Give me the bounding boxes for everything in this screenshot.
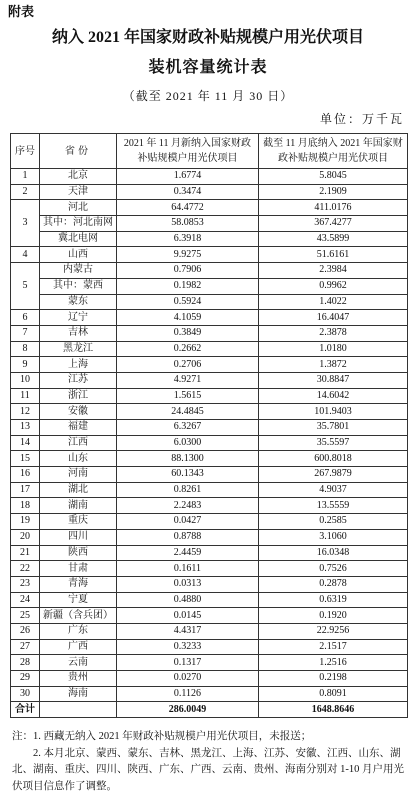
footnote-2 xyxy=(12,746,406,796)
province-cell: 广东 xyxy=(40,623,117,639)
table-total-row xyxy=(11,702,408,718)
cumulative-capacity-cell: 1.2516 xyxy=(259,655,408,671)
province-cell: 贵州 xyxy=(40,671,117,687)
province-cell: 黑龙江 xyxy=(40,341,117,357)
new-capacity-cell: 9.9275 xyxy=(117,247,259,263)
table-row xyxy=(11,576,408,592)
footnotes xyxy=(12,729,406,795)
row-number-cell: 18 xyxy=(11,498,40,514)
row-number-cell: 6 xyxy=(11,310,40,326)
cumulative-capacity-cell: 35.7801 xyxy=(259,420,408,436)
total-empty-cell xyxy=(40,702,117,718)
table-header xyxy=(11,134,408,169)
row-number-cell: 4 xyxy=(11,247,40,263)
new-capacity-cell: 0.1982 xyxy=(117,278,259,294)
new-capacity-cell: 1.5615 xyxy=(117,388,259,404)
new-capacity-cell: 0.2706 xyxy=(117,357,259,373)
cumulative-capacity-cell: 4.9037 xyxy=(259,482,408,498)
row-number-cell: 5 xyxy=(11,263,40,310)
table-row xyxy=(11,671,408,687)
province-cell: 山东 xyxy=(40,451,117,467)
table-row xyxy=(11,200,408,216)
row-number-cell: 13 xyxy=(11,420,40,436)
new-capacity-cell: 60.1343 xyxy=(117,467,259,483)
cumulative-capacity-cell: 2.1909 xyxy=(259,184,408,200)
sub-province-cell: 冀北电网 xyxy=(40,231,117,247)
table-row xyxy=(11,623,408,639)
table-header-row xyxy=(11,134,408,169)
table-row xyxy=(11,686,408,702)
new-capacity-cell: 0.2662 xyxy=(117,341,259,357)
province-cell: 上海 xyxy=(40,357,117,373)
table-row xyxy=(11,404,408,420)
row-number-cell: 22 xyxy=(11,561,40,577)
column-header-number: 序号 xyxy=(11,134,40,169)
footnote-prefix: 注： xyxy=(12,731,33,742)
new-capacity-cell: 0.8261 xyxy=(117,482,259,498)
footnote-1-text: 1. 西藏无纳入 2021 年财政补贴规模户用光伏项目，未报送； xyxy=(33,731,312,742)
row-number-cell: 14 xyxy=(11,435,40,451)
table-row xyxy=(11,529,408,545)
new-capacity-cell: 24.4845 xyxy=(117,404,259,420)
cumulative-capacity-cell: 30.8847 xyxy=(259,372,408,388)
province-cell: 吉林 xyxy=(40,325,117,341)
table-row xyxy=(11,545,408,561)
cumulative-capacity-cell: 0.8091 xyxy=(259,686,408,702)
sub-province-cell: 蒙东 xyxy=(40,294,117,310)
table-row xyxy=(11,435,408,451)
province-cell: 青海 xyxy=(40,576,117,592)
cumulative-capacity-cell: 22.9256 xyxy=(259,623,408,639)
province-cell: 重庆 xyxy=(40,514,117,530)
cumulative-capacity-cell: 35.5597 xyxy=(259,435,408,451)
cumulative-capacity-cell: 2.1517 xyxy=(259,639,408,655)
appendix-label: 附表 xyxy=(8,4,35,19)
province-cell: 山西 xyxy=(40,247,117,263)
total-cumulative-capacity-cell: 1648.8646 xyxy=(259,702,408,718)
new-capacity-cell: 2.2483 xyxy=(117,498,259,514)
cumulative-capacity-cell: 367.4277 xyxy=(259,216,408,232)
table-row xyxy=(11,372,408,388)
new-capacity-cell: 0.3474 xyxy=(117,184,259,200)
column-header-province: 省份 xyxy=(40,134,117,169)
new-capacity-cell: 88.1300 xyxy=(117,451,259,467)
row-number-cell: 8 xyxy=(11,341,40,357)
province-cell: 福建 xyxy=(40,420,117,436)
new-capacity-cell: 4.1059 xyxy=(117,310,259,326)
province-cell: 浙江 xyxy=(40,388,117,404)
province-cell: 江西 xyxy=(40,435,117,451)
new-capacity-cell: 4.4317 xyxy=(117,623,259,639)
table-row xyxy=(11,247,408,263)
table-row xyxy=(11,388,408,404)
table-row xyxy=(11,341,408,357)
table-row xyxy=(11,310,408,326)
cumulative-capacity-cell: 16.0348 xyxy=(259,545,408,561)
cumulative-capacity-cell: 0.1920 xyxy=(259,608,408,624)
row-number-cell: 17 xyxy=(11,482,40,498)
document-title-line2: 装机容量统计表 xyxy=(148,59,268,76)
province-cell: 河南 xyxy=(40,467,117,483)
cumulative-capacity-cell: 1.4022 xyxy=(259,294,408,310)
cumulative-capacity-cell: 3.1060 xyxy=(259,529,408,545)
cumulative-capacity-cell: 2.3984 xyxy=(259,263,408,279)
cumulative-capacity-cell: 2.3878 xyxy=(259,325,408,341)
province-cell: 内蒙古 xyxy=(40,263,117,279)
province-cell: 宁夏 xyxy=(40,592,117,608)
table-row xyxy=(11,592,408,608)
new-capacity-cell: 6.0300 xyxy=(117,435,259,451)
new-capacity-cell: 0.1317 xyxy=(117,655,259,671)
row-number-cell: 30 xyxy=(11,686,40,702)
row-number-cell: 10 xyxy=(11,372,40,388)
row-number-cell: 7 xyxy=(11,325,40,341)
province-cell: 海南 xyxy=(40,686,117,702)
cumulative-capacity-cell: 0.9962 xyxy=(259,278,408,294)
row-number-cell: 1 xyxy=(11,169,40,185)
province-cell: 辽宁 xyxy=(40,310,117,326)
cumulative-capacity-cell: 0.2585 xyxy=(259,514,408,530)
new-capacity-cell: 2.4459 xyxy=(117,545,259,561)
new-capacity-cell: 0.0427 xyxy=(117,514,259,530)
cumulative-capacity-cell: 0.2878 xyxy=(259,576,408,592)
province-cell: 天津 xyxy=(40,184,117,200)
province-cell: 湖北 xyxy=(40,482,117,498)
table-row xyxy=(11,169,408,185)
row-number-cell: 11 xyxy=(11,388,40,404)
cumulative-capacity-cell: 51.6161 xyxy=(259,247,408,263)
row-number-cell: 27 xyxy=(11,639,40,655)
row-number-cell: 24 xyxy=(11,592,40,608)
table-row xyxy=(11,482,408,498)
table-row xyxy=(11,184,408,200)
table-row xyxy=(11,498,408,514)
cumulative-capacity-cell: 101.9403 xyxy=(259,404,408,420)
row-number-cell: 2 xyxy=(11,184,40,200)
new-capacity-cell: 0.0145 xyxy=(117,608,259,624)
province-cell: 广西 xyxy=(40,639,117,655)
row-number-cell: 9 xyxy=(11,357,40,373)
province-cell: 云南 xyxy=(40,655,117,671)
unit-label: 单位：万千瓦 xyxy=(319,112,404,126)
new-capacity-cell: 0.7906 xyxy=(117,263,259,279)
cumulative-capacity-cell: 0.2198 xyxy=(259,671,408,687)
province-cell: 甘肃 xyxy=(40,561,117,577)
cumulative-capacity-cell: 411.0176 xyxy=(259,200,408,216)
province-cell: 四川 xyxy=(40,529,117,545)
table-row xyxy=(11,639,408,655)
province-cell: 北京 xyxy=(40,169,117,185)
cumulative-capacity-cell: 13.5559 xyxy=(259,498,408,514)
capacity-statistics-table xyxy=(10,133,408,718)
new-capacity-cell: 0.3849 xyxy=(117,325,259,341)
table-sub-row xyxy=(11,216,408,232)
province-cell: 新疆（含兵团） xyxy=(40,608,117,624)
row-number-cell: 16 xyxy=(11,467,40,483)
new-capacity-cell: 0.0313 xyxy=(117,576,259,592)
row-number-cell: 23 xyxy=(11,576,40,592)
new-capacity-cell: 0.3233 xyxy=(117,639,259,655)
cumulative-capacity-cell: 0.6319 xyxy=(259,592,408,608)
new-capacity-cell: 4.9271 xyxy=(117,372,259,388)
row-number-cell: 12 xyxy=(11,404,40,420)
total-label-cell: 合计 xyxy=(11,702,40,718)
province-cell: 湖南 xyxy=(40,498,117,514)
cumulative-capacity-cell: 600.8018 xyxy=(259,451,408,467)
cumulative-capacity-cell: 267.9879 xyxy=(259,467,408,483)
table-row xyxy=(11,325,408,341)
date-note: （截至 2021 年 11 月 30 日） xyxy=(122,89,294,103)
table-row xyxy=(11,467,408,483)
new-capacity-cell: 0.5924 xyxy=(117,294,259,310)
table-row xyxy=(11,263,408,279)
new-capacity-cell: 6.3918 xyxy=(117,231,259,247)
row-number-cell: 21 xyxy=(11,545,40,561)
table-row xyxy=(11,357,408,373)
document-title-line1: 纳入 2021 年国家财政补贴规模户用光伏项目 xyxy=(51,29,364,46)
cumulative-capacity-cell: 0.7526 xyxy=(259,561,408,577)
total-new-capacity-cell: 286.0049 xyxy=(117,702,259,718)
row-number-cell: 26 xyxy=(11,623,40,639)
cumulative-capacity-cell: 1.0180 xyxy=(259,341,408,357)
row-number-cell: 19 xyxy=(11,514,40,530)
cumulative-capacity-cell: 1.3872 xyxy=(259,357,408,373)
new-capacity-cell: 6.3267 xyxy=(117,420,259,436)
table-row xyxy=(11,420,408,436)
row-number-cell: 25 xyxy=(11,608,40,624)
cumulative-capacity-cell: 5.8045 xyxy=(259,169,408,185)
new-capacity-cell: 1.6774 xyxy=(117,169,259,185)
table-row xyxy=(11,655,408,671)
column-header-cumulative-capacity: 截至 11 月底纳入 2021 年国家财政补贴规模户用光伏项目 xyxy=(259,134,408,169)
row-number-cell: 20 xyxy=(11,529,40,545)
table-sub-row xyxy=(11,294,408,310)
cumulative-capacity-cell: 14.6042 xyxy=(259,388,408,404)
new-capacity-cell: 0.8788 xyxy=(117,529,259,545)
table-row xyxy=(11,451,408,467)
table-body xyxy=(11,169,408,718)
province-cell: 安徽 xyxy=(40,404,117,420)
new-capacity-cell: 0.0270 xyxy=(117,671,259,687)
province-cell: 河北 xyxy=(40,200,117,216)
table-sub-row xyxy=(11,278,408,294)
province-cell: 陕西 xyxy=(40,545,117,561)
row-number-cell: 15 xyxy=(11,451,40,467)
province-cell: 江苏 xyxy=(40,372,117,388)
new-capacity-cell: 0.4880 xyxy=(117,592,259,608)
table-row xyxy=(11,561,408,577)
footnote-1 xyxy=(12,729,406,746)
table-row xyxy=(11,514,408,530)
row-number-cell: 28 xyxy=(11,655,40,671)
new-capacity-cell: 0.1611 xyxy=(117,561,259,577)
row-number-cell: 3 xyxy=(11,200,40,247)
table-row xyxy=(11,608,408,624)
new-capacity-cell: 0.1126 xyxy=(117,686,259,702)
column-header-new-capacity: 2021 年 11 月新纳入国家财政补贴规模户用光伏项目 xyxy=(117,134,259,169)
sub-province-cell: 其中：河北南网 xyxy=(40,216,117,232)
new-capacity-cell: 58.0853 xyxy=(117,216,259,232)
footnote-2-text: 2. 本月北京、蒙西、蒙东、吉林、黑龙江、上海、江苏、安徽、江西、山东、湖北、湖南、重庆、四川、陕西、广东、广西、云南、贵州、海南分别对 1-10 月户用光伏项目信息作了调整。 xyxy=(12,747,404,792)
new-capacity-cell: 64.4772 xyxy=(117,200,259,216)
row-number-cell: 29 xyxy=(11,671,40,687)
cumulative-capacity-cell: 16.4047 xyxy=(259,310,408,326)
sub-province-cell: 其中：蒙西 xyxy=(40,278,117,294)
cumulative-capacity-cell: 43.5899 xyxy=(259,231,408,247)
table-sub-row xyxy=(11,231,408,247)
